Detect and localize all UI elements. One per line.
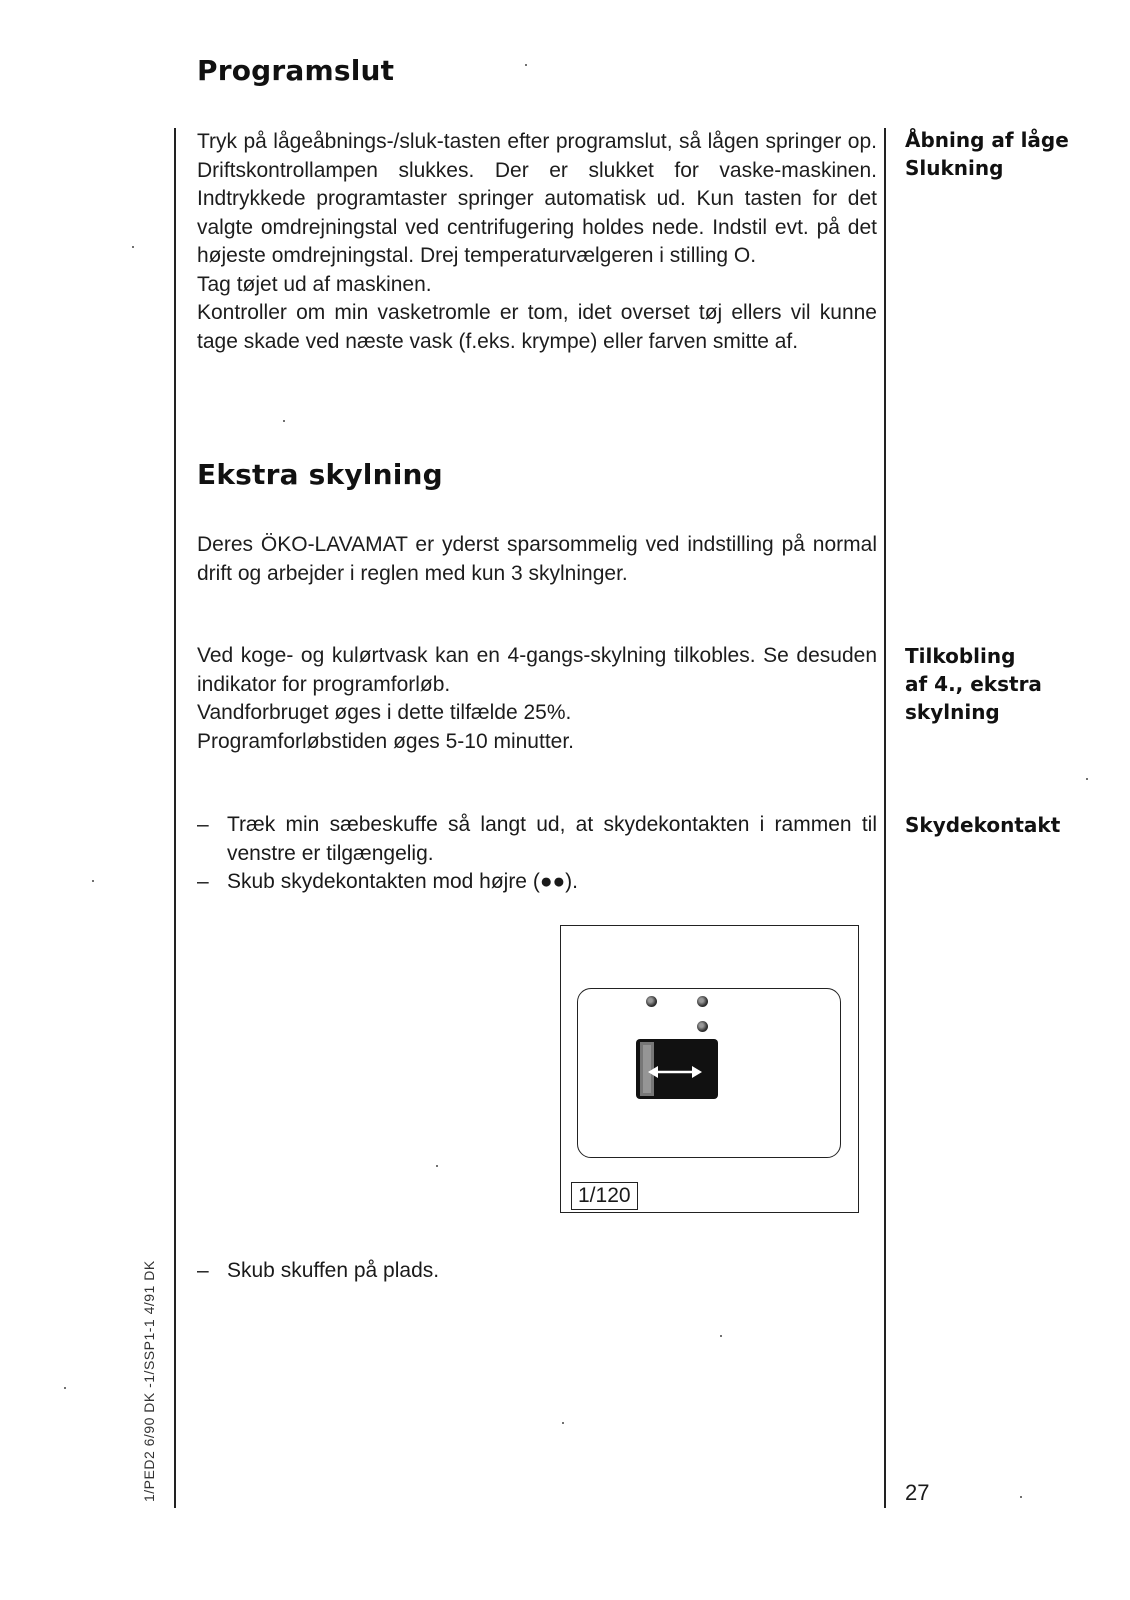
step-item <box>197 811 877 868</box>
right-rule <box>884 128 886 1508</box>
step-text: Skub skydekontakten mod højre (●●). <box>227 870 579 893</box>
scan-speck <box>720 1335 722 1337</box>
indicator-dot-icon <box>697 1021 708 1032</box>
indicator-dot-icon <box>646 996 657 1007</box>
section-heading-programslut: Programslut <box>197 54 395 87</box>
scan-speck <box>64 1387 66 1389</box>
margin-label-af-4-ekstra: af 4., ekstra <box>905 672 1042 696</box>
step-text: Træk min sæbeskuffe så langt ud, at skydekontakten i rammen til venstre er tilgængelig. <box>227 813 877 865</box>
scan-speck <box>1020 1496 1022 1498</box>
ekstra-intro: Deres ÖKO-LAVAMAT er yderst sparsommelig ved indstilling på normal drift og arbejder i reglen med kun 3 skylninger. <box>197 533 877 585</box>
page-number: 27 <box>905 1480 930 1505</box>
steps-list <box>197 811 877 897</box>
margin-label-slukning: Slukning <box>905 156 1004 180</box>
tilkobling-para-a: Ved koge- og kulørtvask kan en 4-gangs-skylning tilkobles. Se desuden indikator for programforløb. <box>197 644 877 696</box>
programslut-line-take-out: Tag tøjet ud af maskinen. <box>197 272 432 296</box>
slide-switch-icon <box>636 1039 718 1099</box>
programslut-paragraph: Tryk på lågeåbnings-/sluk-tasten efter programslut, så lågen springer op. Driftskontrollampen slukkes. Der er slukket for vaske-maskinen. Indtrykkede programtaster springer automatisk ud. Kun tasten for det valgte omdrejningstal ved centrifugering holdes nede. Indstil evt. på det højeste omdrejningstal. Drej temperaturvælgeren i stilling O. <box>197 130 877 267</box>
programslut-line-check-drum: Kontroller om min vasketromle er tom, idet overset tøj ellers vil kunne tage skade ved næste vask (f.eks. krympe) eller farven smitte af. <box>197 301 877 353</box>
scan-speck <box>436 1165 438 1167</box>
dash-icon: – <box>197 813 209 836</box>
final-step-item <box>197 1257 877 1286</box>
tilkobling-para-c: Programforløbstiden øges 5-10 minutter. <box>197 729 574 753</box>
figure-slide-switch <box>560 925 859 1213</box>
scan-speck <box>1086 778 1088 780</box>
tilkobling-para-b: Vandforbruget øges i dette tilfælde 25%. <box>197 701 572 724</box>
double-arrow-icon <box>636 1039 718 1099</box>
margin-label-skylning: skylning <box>905 700 1000 724</box>
scan-speck <box>283 420 285 422</box>
margin-label-tilkobling: Tilkobling <box>905 644 1016 668</box>
section-heading-ekstra-skylning: Ekstra skylning <box>197 458 443 491</box>
dash-icon: – <box>197 870 209 893</box>
final-step-text: Skub skuffen på plads. <box>227 1259 440 1282</box>
tilkobling-body <box>197 642 877 756</box>
programslut-body <box>197 128 877 356</box>
indicator-dot-icon <box>697 996 708 1007</box>
margin-label-skydekontakt: Skydekontakt <box>905 813 1061 837</box>
scan-speck <box>92 880 94 882</box>
side-print-code: 1/PED2 6/90 DK -1/SSP1-1 4/91 DK <box>141 1260 157 1502</box>
step-item <box>197 868 877 897</box>
margin-label-abning: Åbning af låge <box>905 128 1069 152</box>
scan-speck <box>525 64 527 66</box>
scan-speck <box>132 246 134 248</box>
left-rule <box>174 128 176 1508</box>
dash-icon: – <box>197 1259 209 1282</box>
figure-caption: 1/120 <box>571 1182 638 1210</box>
scan-speck <box>562 1422 564 1424</box>
